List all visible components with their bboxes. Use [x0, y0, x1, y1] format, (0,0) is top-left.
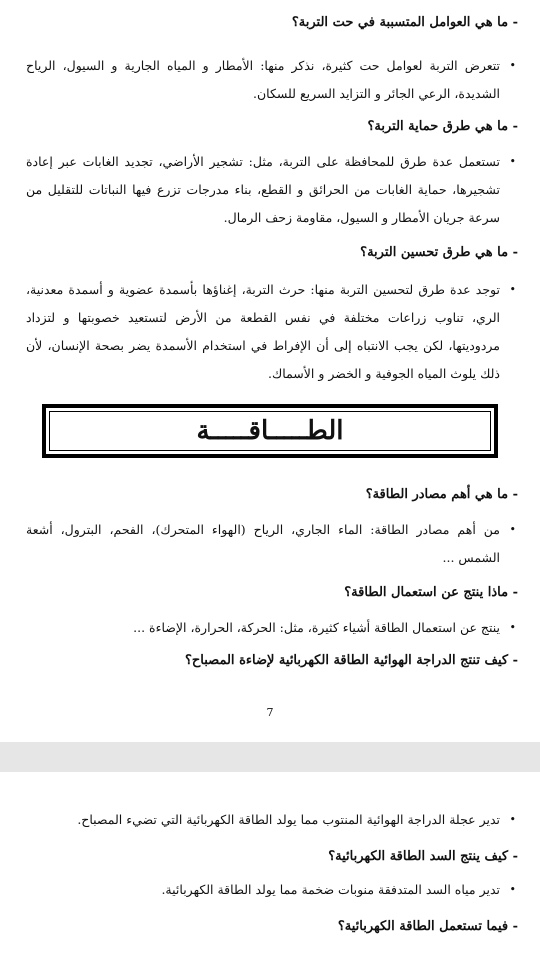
bullet-icon: •	[509, 283, 516, 296]
bullet-icon: •	[509, 59, 516, 72]
bullet-icon: •	[509, 883, 516, 896]
question-energy-sources: - ما هي أهم مصادر الطاقة؟	[365, 487, 518, 502]
answer-dam-electricity: • تدير مياه السد المتدفقة منوبات ضخمة مما يولد الطاقة الكهربائية.	[26, 876, 518, 904]
section-title-energy: الطـــــاقـــــة	[196, 416, 344, 446]
page-separator	[0, 742, 540, 772]
bullet-icon: •	[509, 621, 516, 634]
question-dam-electricity: - كيف ينتج السد الطاقة الكهربائية؟	[328, 849, 518, 864]
bullet-icon: •	[509, 523, 516, 536]
bullet-icon: •	[509, 155, 516, 168]
bullet-icon: •	[509, 813, 516, 826]
answer-soil-erosion-causes: • تتعرض التربة لعوامل حت كثيرة، نذكر منها: الأمطار و المياه الجارية و السيول، الرياح الشديدة، الرعي الجائر و التزايد السريع للسكان.	[26, 52, 518, 108]
question-bicycle-dynamo: - كيف تنتج الدراجة الهوائية الطاقة الكهربائية لإضاءة المصباح؟	[185, 653, 518, 668]
question-soil-erosion-causes: - ما هي العوامل المتسببة في حت التربة؟	[291, 15, 518, 30]
page-two	[0, 772, 540, 960]
answer-soil-protection: • تستعمل عدة طرق للمحافظة على التربة، مثل: تشجير الأراضي، تجديد الغابات عبر إعادة تشجيرها، حماية الغابات من الحرائق و القطع، بناء مدرجات تزرع فيها النباتات للتقليل من سرعة جريان الأمطار و السيول، مقاومة زحف الرمال.	[26, 148, 518, 232]
question-energy-use-results: - ماذا ينتج عن استعمال الطاقة؟	[344, 585, 518, 600]
answer-soil-improvement: • توجد عدة طرق لتحسين التربة منها: حرث التربة، إغناؤها بأسمدة عضوية و أسمدة معدنية، الري، تناوب زراعات مختلفة في نفس القطعة من الأرض لتستعيد خصوبتها و لتزداد مردوديتها، لكن يجب الانتباه إلى أن الإفراط في استخدام الأسمدة يضر بصحة الإنسان، لأن ذلك يلوث المياه الجوفية و الخضر و الأسماك.	[26, 276, 518, 388]
answer-energy-sources: • من أهم مصادر الطاقة: الماء الجاري، الرياح (الهواء المتحرك)، الفحم، البترول، أشعة الشمس ...	[26, 516, 518, 572]
question-soil-improvement: - ما هي طرق تحسين التربة؟	[360, 245, 518, 260]
answer-bicycle-dynamo: • تدير عجلة الدراجة الهوائية المنتوب مما يولد الطاقة الكهربائية التي تضيء المصباح.	[26, 806, 518, 834]
question-electricity-uses: - فيما تستعمل الطاقة الكهربائية؟	[337, 919, 518, 934]
answer-energy-use-results: • ينتج عن استعمال الطاقة أشياء كثيرة، مثل: الحركة، الحرارة، الإضاءة ...	[26, 614, 518, 642]
page-number: 7	[266, 706, 274, 719]
question-soil-protection: - ما هي طرق حماية التربة؟	[367, 119, 518, 134]
section-title-box	[42, 404, 498, 458]
